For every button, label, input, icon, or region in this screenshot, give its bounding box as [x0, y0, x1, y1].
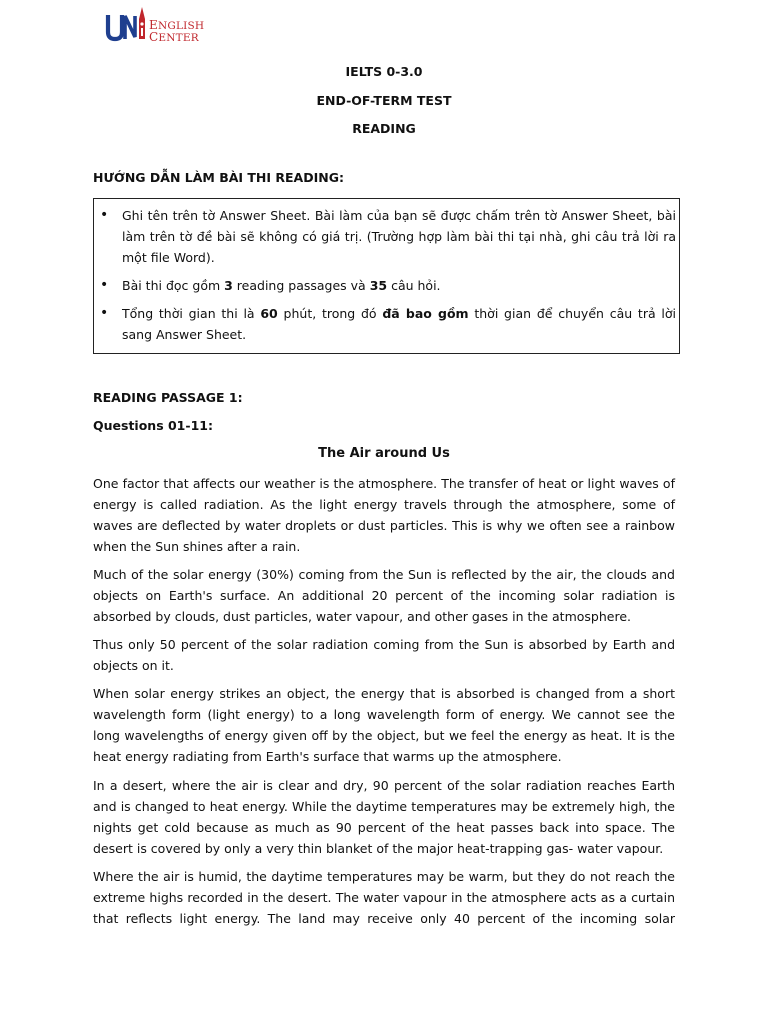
paragraph-line: when the Sun shines after a rain.: [93, 539, 301, 554]
test-name: END-OF-TERM TEST: [316, 93, 452, 108]
instructions-box: [93, 198, 680, 354]
paragraph-line: In a desert, where the air is clear and dry, 90 percent of the solar radiation reaches Earth: [93, 778, 675, 793]
paragraph-line: Where the air is humid, the daytime temperatures may be warm, but they do not reach the: [93, 869, 675, 884]
instruction-item: [100, 275, 676, 296]
paragraph-line: Thus only 50 percent of the solar radiation coming from the Sun is absorbed by Earth and: [93, 637, 675, 652]
paragraph-line: absorbed by clouds, dust particles, water vapour, and other gases in the atmosphere.: [93, 609, 632, 624]
instruction-line: sang Answer Sheet.: [122, 327, 247, 342]
passage-paragraph: [93, 473, 675, 557]
paragraph-line: objects on it.: [93, 658, 174, 673]
instruction-text: câu hỏi.: [387, 278, 441, 293]
logo-line-english: ENGLISH: [149, 18, 205, 32]
passage-count: 3: [224, 278, 233, 293]
paragraph-line: wavelength form (light energy) to a long wavelength form of energy. We cannot see the: [93, 707, 675, 722]
paragraph-line: long wavelengths of energy given off by the object, but we feel the energy as heat. It is the: [93, 728, 675, 743]
logo-line-center: CENTER: [149, 30, 199, 44]
paragraph-line: nights get cold because as much as 90 percent of the heat passes back into space. The: [93, 820, 675, 835]
question-count: 35: [369, 278, 388, 293]
paragraph-line: waves are deflected by water droplets or dust particles. This is why we often see a rainbow: [93, 518, 675, 533]
paragraph-line: extreme highs recorded in the desert. The water vapour in the atmosphere acts as a curtain: [93, 890, 675, 905]
instruction-item: [100, 205, 676, 268]
paragraph-line: desert is covered by only a very thin blanket of the major heat-trapping gas- water vapour.: [93, 841, 664, 856]
passage-paragraph: [93, 564, 675, 627]
paragraph-line: energy is called radiation. As the light energy travels through the atmosphere, some of: [93, 497, 675, 512]
uni-english-center-logo: [105, 6, 205, 42]
paragraph-line: objects on Earth's surface. An additional 20 percent of the incoming solar radiation is: [93, 588, 675, 603]
instruction-text: Bài thi đọc gồm: [122, 278, 225, 293]
instruction-text: reading passages và: [232, 278, 370, 293]
passage-paragraph: [93, 634, 675, 676]
instruction-text: phút, trong đó: [277, 306, 383, 321]
instruction-text: Tổng thời gian thi là: [122, 306, 261, 321]
instructions-heading: HƯỚNG DẪN LÀM BÀI THI READING:: [93, 170, 344, 185]
paragraph-line: and is changed to heat energy. While the daytime temperatures may be extremely high, the: [93, 799, 675, 814]
questions-range: Questions 01-11:: [93, 418, 213, 433]
bullet-icon: •: [100, 277, 109, 293]
time-limit: 60: [260, 306, 278, 321]
paragraph-line: One factor that affects our weather is the atmosphere. The transfer of heat or light waves of: [93, 476, 675, 491]
uni-logo-mark: [105, 6, 149, 42]
passage-title: The Air around Us: [318, 446, 450, 461]
logo-wordmark: [149, 20, 204, 44]
paragraph-line: that reflects light energy. The land may receive only 40 percent of the incoming solar: [93, 911, 675, 926]
paragraph-line: Much of the solar energy (30%) coming from the Sun is reflected by the air, the clouds and: [93, 567, 675, 582]
instruction-item: [100, 303, 676, 345]
included-note: đã bao gồm: [382, 306, 469, 321]
instruction-line: làm trên tờ đề bài sẽ không có giá trị. (Trường hợp làm bài thi tại nhà, ghi câu trả lời ra: [122, 229, 676, 244]
paragraph-line: When solar energy strikes an object, the energy that is absorbed is changed from a short: [93, 686, 675, 701]
instruction-line: Ghi tên trên tờ Answer Sheet. Bài làm của bạn sẽ được chấm trên tờ Answer Sheet, bài: [122, 208, 676, 223]
test-skill: READING: [352, 121, 416, 136]
test-level: IELTS 0-3.0: [345, 64, 423, 79]
bullet-icon: •: [100, 305, 109, 321]
instruction-text: thời gian để chuyển câu trả lời: [468, 306, 676, 321]
instruction-line: [122, 303, 676, 324]
passage-paragraph: [93, 683, 675, 767]
bullet-icon: •: [100, 207, 109, 223]
passage-paragraph: [93, 775, 675, 859]
paragraph-line: heat energy radiating from Earth's surface that warms up the atmosphere.: [93, 749, 562, 764]
passage-label: READING PASSAGE 1:: [93, 390, 243, 405]
instruction-line: một file Word).: [122, 250, 215, 265]
passage-paragraph: [93, 866, 675, 929]
